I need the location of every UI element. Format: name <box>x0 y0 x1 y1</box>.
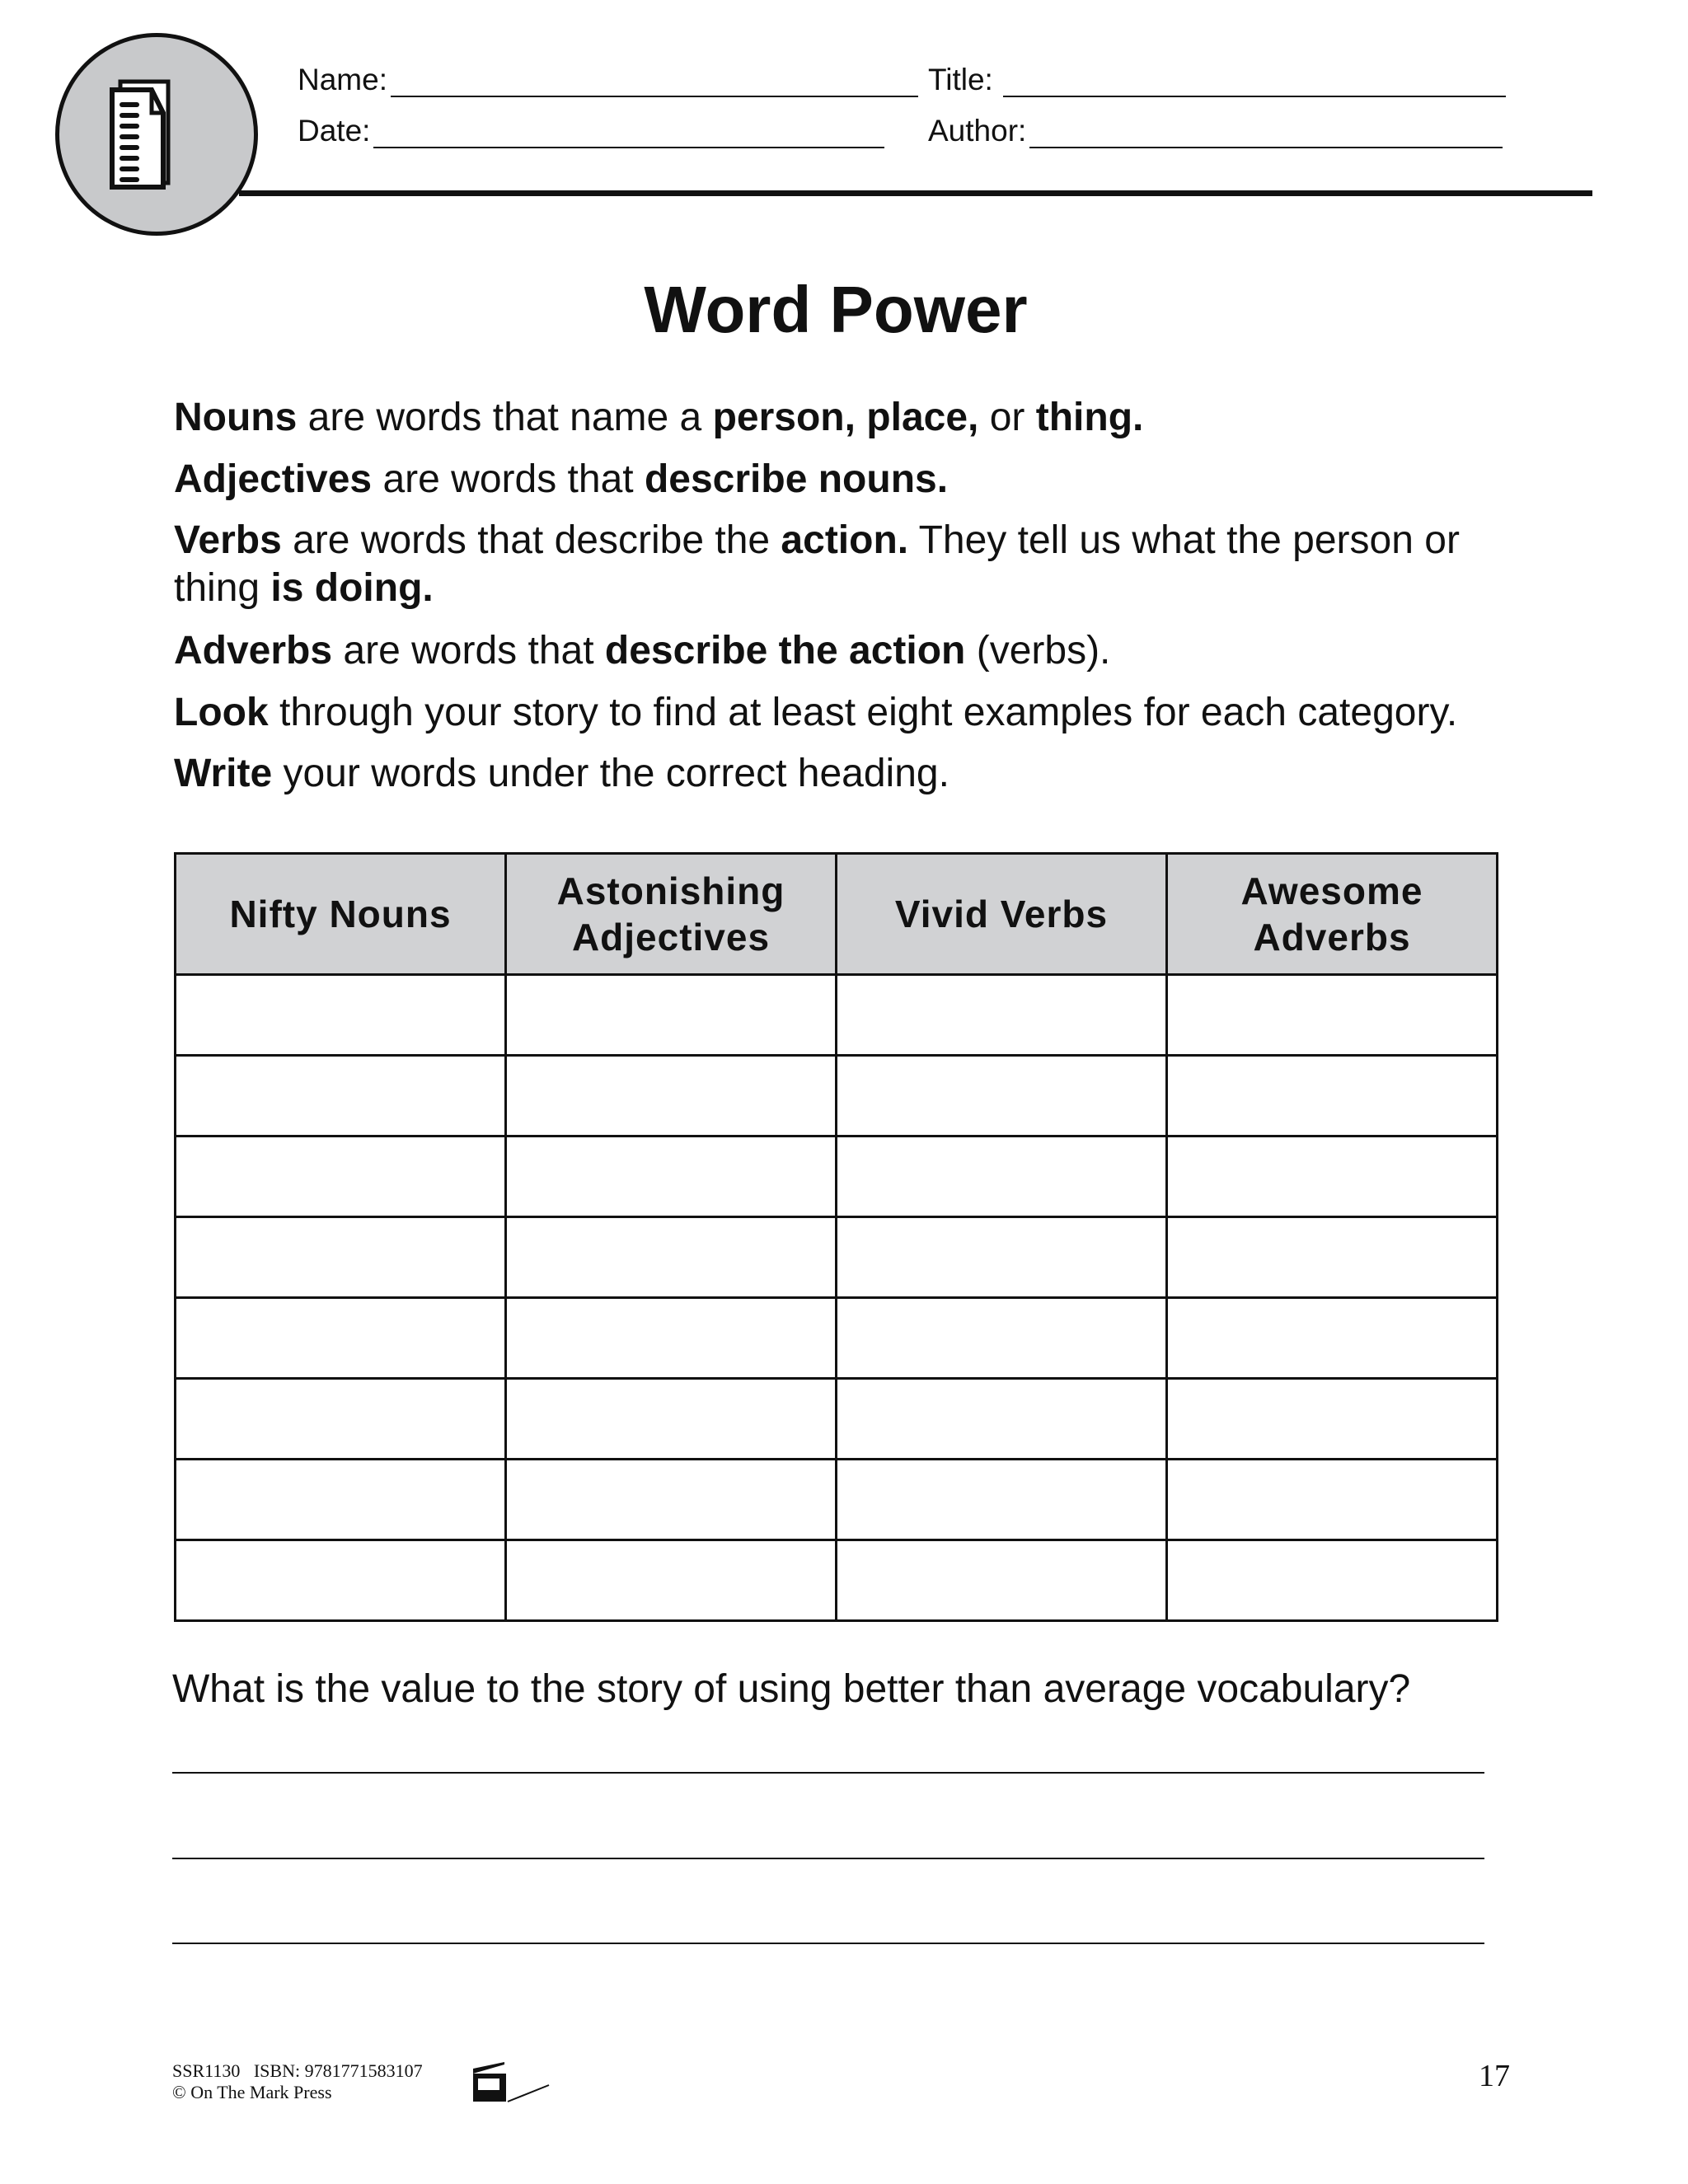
word-table <box>174 852 1498 1622</box>
publisher-logo-icon <box>471 2062 551 2103</box>
column-header <box>837 854 1167 975</box>
title-label: Title: <box>928 63 993 96</box>
answer-cell[interactable] <box>506 1379 837 1460</box>
column-header <box>1167 854 1498 975</box>
instruction-line <box>174 627 1509 675</box>
answer-cell[interactable] <box>506 1217 837 1298</box>
bold-term: Nouns <box>174 396 298 439</box>
instruction-line <box>174 394 1509 442</box>
page-number: 17 <box>1479 2059 1510 2093</box>
answer-cell[interactable] <box>837 1540 1167 1621</box>
text: or <box>978 396 1036 439</box>
answer-cell[interactable] <box>176 1460 506 1540</box>
answer-cell[interactable] <box>837 975 1167 1056</box>
answer-cell[interactable] <box>176 1379 506 1460</box>
text: They tell us what the person or thing <box>174 518 1460 610</box>
answer-cell[interactable] <box>837 1056 1167 1137</box>
footer-info <box>172 2060 423 2103</box>
instruction-line <box>174 517 1484 612</box>
table-row <box>176 1379 1498 1460</box>
column-header-label: Astonishing <box>556 869 785 912</box>
answer-cell[interactable] <box>176 1137 506 1217</box>
question-text: What is the value to the story of using better than average vocabulary? <box>172 1667 1411 1711</box>
answer-cell[interactable] <box>1167 1298 1498 1379</box>
answer-cell[interactable] <box>176 1056 506 1137</box>
copyright: © On The Mark Press <box>172 2082 332 2102</box>
column-header-label: Awesome <box>1240 869 1423 912</box>
title-field[interactable] <box>928 63 1506 97</box>
bold-term: describe the action <box>604 629 966 673</box>
table-row <box>176 1460 1498 1540</box>
text: (verbs). <box>965 629 1111 673</box>
date-field[interactable] <box>298 114 884 148</box>
answer-line-3[interactable] <box>172 1943 1484 1944</box>
table-row <box>176 1540 1498 1621</box>
text: are words that describe the <box>281 518 781 562</box>
column-header <box>506 854 837 975</box>
author-line[interactable] <box>1029 122 1503 148</box>
column-header-label: Nifty Nouns <box>229 893 452 935</box>
text: through your story to find at least eight examples for each category. <box>268 691 1458 734</box>
table-row <box>176 975 1498 1056</box>
worksheet-logo <box>55 33 258 236</box>
answer-cell[interactable] <box>506 1540 837 1621</box>
name-field[interactable] <box>298 63 918 97</box>
answer-cell[interactable] <box>837 1298 1167 1379</box>
column-header-label: Adverbs <box>1253 916 1411 958</box>
answer-cell[interactable] <box>176 1217 506 1298</box>
author-label: Author: <box>928 114 1027 148</box>
column-header <box>176 854 506 975</box>
answer-cell[interactable] <box>506 1460 837 1540</box>
answer-cell[interactable] <box>837 1217 1167 1298</box>
table-row <box>176 1137 1498 1217</box>
answer-cell[interactable] <box>1167 975 1498 1056</box>
answer-line-2[interactable] <box>172 1858 1484 1859</box>
text: are words that <box>332 629 605 673</box>
page-title: Word Power <box>644 273 1028 346</box>
answer-cell[interactable] <box>1167 1460 1498 1540</box>
answer-cell[interactable] <box>506 1298 837 1379</box>
product-code: SSR1130 <box>172 2060 241 2081</box>
answer-cell[interactable] <box>837 1379 1167 1460</box>
bold-term: Write <box>174 752 273 795</box>
text: are words that <box>372 457 645 501</box>
answer-cell[interactable] <box>1167 1137 1498 1217</box>
table-row <box>176 1056 1498 1137</box>
bold-term: is doing. <box>270 566 434 610</box>
name-line[interactable] <box>391 71 918 97</box>
name-label: Name: <box>298 63 387 96</box>
bold-term: person, place, <box>712 396 979 439</box>
bold-term: Adverbs <box>174 629 333 673</box>
column-header-label: Vivid Verbs <box>894 893 1109 935</box>
column-header-label: Adjectives <box>571 916 771 958</box>
bold-term: Look <box>174 691 269 734</box>
instruction-line <box>174 456 1509 504</box>
answer-cell[interactable] <box>176 1540 506 1621</box>
table-row <box>176 1298 1498 1379</box>
answer-cell[interactable] <box>506 1137 837 1217</box>
answer-cell[interactable] <box>1167 1056 1498 1137</box>
header-rule <box>239 190 1592 196</box>
answer-cell[interactable] <box>506 975 837 1056</box>
bold-term: thing. <box>1035 396 1144 439</box>
answer-cell[interactable] <box>506 1056 837 1137</box>
answer-cell[interactable] <box>1167 1217 1498 1298</box>
answer-cell[interactable] <box>837 1137 1167 1217</box>
bold-term: action. <box>781 518 909 562</box>
bold-term: Adjectives <box>174 457 373 501</box>
answer-cell[interactable] <box>1167 1379 1498 1460</box>
isbn: ISBN: 9781771583107 <box>253 2060 423 2081</box>
date-line[interactable] <box>373 122 884 148</box>
date-label: Date: <box>298 114 371 148</box>
answer-line-1[interactable] <box>172 1772 1484 1774</box>
answer-cell[interactable] <box>176 975 506 1056</box>
bold-term: Verbs <box>174 518 282 562</box>
text: are words that name a <box>297 396 713 439</box>
document-pages-icon <box>59 37 254 232</box>
title-line[interactable] <box>1003 71 1506 97</box>
bold-term: describe nouns. <box>644 457 949 501</box>
text: your words under the correct heading. <box>272 752 950 795</box>
instruction-line <box>174 750 1509 798</box>
answer-cell[interactable] <box>176 1298 506 1379</box>
answer-cell[interactable] <box>837 1460 1167 1540</box>
table-row <box>176 1217 1498 1298</box>
author-field[interactable] <box>928 114 1503 148</box>
answer-cell[interactable] <box>1167 1540 1498 1621</box>
instruction-line <box>174 689 1509 737</box>
